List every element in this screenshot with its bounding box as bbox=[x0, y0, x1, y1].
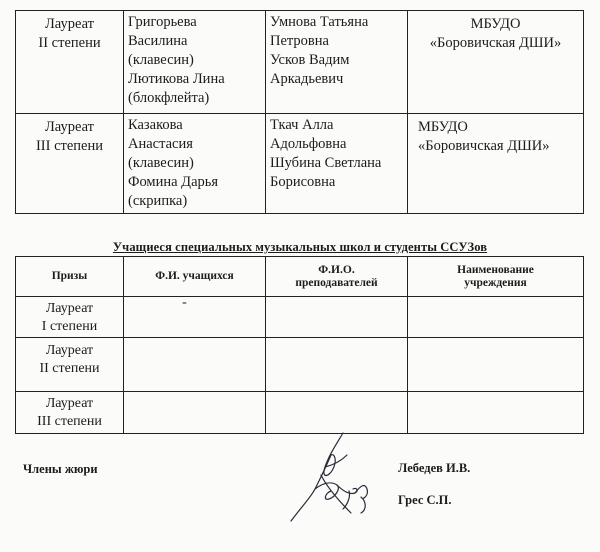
institution-text: МБУДО bbox=[418, 119, 468, 135]
prize-text: III степени bbox=[35, 138, 104, 154]
jury-member-name: Лебедев И.В. bbox=[398, 461, 471, 475]
institution-text: «Боровичская ДШИ» bbox=[418, 138, 550, 154]
students-cell bbox=[124, 338, 266, 392]
teacher-text: Шубина Светлана bbox=[270, 155, 382, 171]
teacher-text: Ткач Алла bbox=[270, 117, 334, 133]
table-row bbox=[16, 338, 584, 392]
table-row bbox=[16, 114, 584, 214]
header-text: учреждения bbox=[464, 276, 527, 289]
institution-cell bbox=[408, 297, 584, 338]
teachers-cell bbox=[266, 114, 408, 214]
teachers-cell bbox=[266, 11, 408, 114]
prize-cell bbox=[16, 114, 124, 214]
students-cell bbox=[124, 392, 266, 434]
student-text: Василина bbox=[128, 33, 188, 49]
prize-text: Лауреат bbox=[44, 119, 95, 135]
teacher-text: Умнова Татьяна bbox=[270, 14, 369, 30]
prize-cell bbox=[16, 11, 124, 114]
table-row bbox=[16, 297, 584, 338]
column-header-prizes: Призы bbox=[16, 257, 124, 297]
student-text: Фомина Дарья bbox=[128, 174, 219, 190]
teacher-text: Аркадьевич bbox=[270, 71, 344, 87]
student-text: Лютикова Лина bbox=[128, 71, 225, 87]
institution-cell bbox=[408, 338, 584, 392]
awards-table-music-schools bbox=[15, 256, 584, 434]
institution-cell bbox=[408, 114, 584, 214]
teacher-text: Усков Вадим bbox=[270, 52, 350, 68]
prize-text: Лауреат bbox=[45, 343, 94, 358]
student-text: Казакова bbox=[128, 117, 183, 133]
prize-text: II степени bbox=[39, 361, 100, 376]
teacher-text: Петровна bbox=[270, 33, 329, 49]
students-cell bbox=[124, 11, 266, 114]
student-text: (блокфлейта) bbox=[128, 90, 210, 106]
prize-text: Лауреат bbox=[45, 396, 94, 411]
jury-label: Члены жюри bbox=[23, 462, 98, 476]
prize-text: Лауреат bbox=[44, 16, 95, 32]
student-text: Анастасия bbox=[128, 136, 193, 152]
prize-text: I степени bbox=[41, 319, 98, 334]
prize-text: Лауреат bbox=[45, 301, 94, 316]
prize-text: III степени bbox=[37, 414, 102, 429]
header-text: Наименование bbox=[457, 263, 534, 276]
handwritten-signature bbox=[285, 425, 395, 530]
column-header-students: Ф.И. учащихся bbox=[124, 257, 266, 297]
section-heading: Учащиеся специальных музыкальных школ и студенты ССУЗов bbox=[112, 240, 488, 254]
teachers-cell bbox=[266, 297, 408, 338]
institution-cell bbox=[408, 392, 584, 434]
table-row bbox=[16, 11, 584, 114]
students-cell bbox=[124, 297, 266, 338]
header-text: Ф.И.О. bbox=[318, 263, 355, 276]
table-header-row bbox=[16, 257, 584, 297]
prize-text: II степени bbox=[38, 35, 101, 51]
awards-table-continued bbox=[15, 10, 584, 214]
student-text: (клавесин) bbox=[128, 52, 194, 68]
student-text: Григорьева bbox=[128, 14, 197, 30]
teachers-cell bbox=[266, 338, 408, 392]
student-text: (клавесин) bbox=[128, 155, 194, 171]
teacher-text: Борисовна bbox=[270, 174, 336, 190]
students-cell bbox=[124, 114, 266, 214]
student-text: (скрипка) bbox=[128, 193, 188, 209]
prize-cell bbox=[16, 392, 124, 434]
student-text: - bbox=[182, 295, 187, 310]
institution-text: «Боровичская ДШИ» bbox=[429, 35, 562, 51]
jury-member-name: Грес С.П. bbox=[398, 493, 452, 507]
prize-cell bbox=[16, 297, 124, 338]
institution-cell bbox=[408, 11, 584, 114]
column-header-teachers bbox=[266, 257, 408, 297]
header-text: преподавателей bbox=[295, 276, 378, 289]
prize-cell bbox=[16, 338, 124, 392]
column-header-institution bbox=[408, 257, 584, 297]
institution-text: МБУДО bbox=[470, 16, 521, 32]
teacher-text: Адольфовна bbox=[270, 136, 347, 152]
